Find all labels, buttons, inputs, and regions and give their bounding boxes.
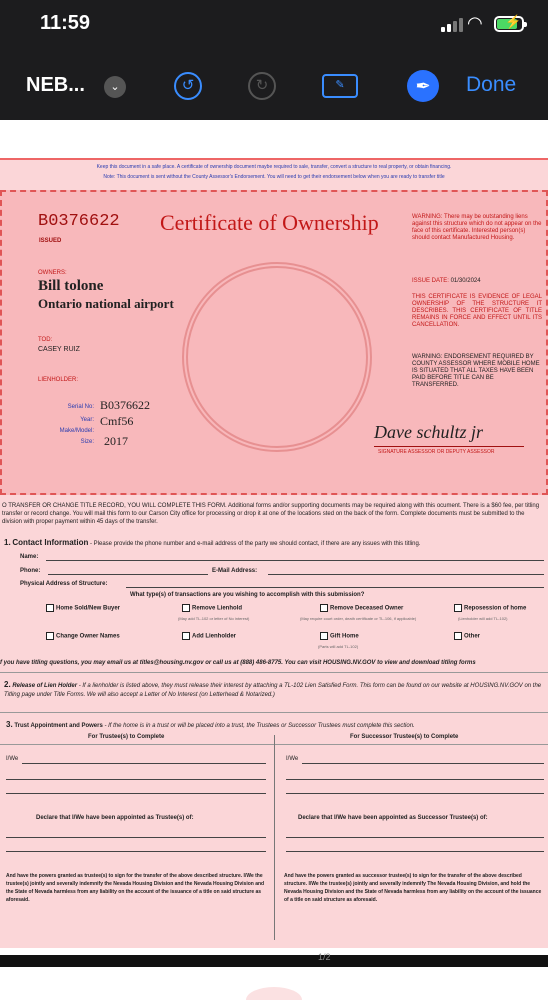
trustee-trust-line[interactable] [6,837,266,838]
page-indicator: 1/2 [318,952,331,962]
divider [0,672,548,673]
address-label: Physical Address of Structure: [20,581,108,587]
lienholder-label: LIENHOLDER: [38,377,79,383]
checkbox[interactable] [320,632,328,640]
evidence-text: THIS CERTIFICATE IS EVIDENCE OF LEGAL OWNERSHIP OF THE STRUCTURE IT DESCRIBES. THIS CERTIFICATE OF TITLE REMAINS IN FORCE AND EFFECT UNTIL ITS CANCELLATION. [412,294,542,328]
warning-endorsement: WARNING: ENDORSEMENT REQUIRED BY COUNTY ASSESSOR WHERE MOBILE HOME IS SITUATED THAT ALL TAXES HAVE BEEN PAID BEFORE TITLE CAN BE TRANSFERRED. [412,354,540,388]
section-2-number: 2. [4,680,11,689]
year-label: Year: [80,417,94,423]
option-reposession-note: (Lienholder will add TL-102) [458,616,508,621]
address-field[interactable] [126,587,544,588]
transaction-question: What type(s) of transactions are you wishing to accomplish with this submission? [130,592,365,598]
signature-label: SIGNATURE ASSESSOR OR DEPUTY ASSESSOR [378,449,495,455]
email-field[interactable] [268,574,544,575]
option-remove-lienhold-note: (May add TL-102 or letter of No interest) [178,616,250,621]
trustee-line[interactable] [6,779,266,780]
signature-icon[interactable]: ✎ [322,74,358,98]
make-model-label: Make/Model: [59,428,94,434]
option-gift-home[interactable]: Gift Home [320,632,359,640]
chevron-down-icon[interactable]: ⌄ [104,76,126,98]
option-change-owner-names[interactable]: Change Owner Names [46,632,120,640]
option-home-sold[interactable]: Home Sold/New Buyer [46,604,120,612]
wifi-icon: ◠ [467,13,483,33]
size-value: 2017 [104,434,128,448]
successor-column-header: For Successor Trustee(s) to Complete [350,734,459,740]
section-1-title: Contact Information [12,538,89,547]
transfer-instructions: O TRANSFER OR CHANGE TITLE RECORD, YOU WILL COMPLETE THIS FORM. Additional forms and/or supporting documents may be required along with this ocument. There is a $60 fee, per titling transfer or record change. You will mail this form to our Carson City office for processing or drop it at one of the locations sted on the back of the form. Complete documents must be submitted to the division with proper payment within 45 days of the transfer. [2,503,540,525]
trustee-iwe-label: I/We [6,756,19,762]
email-label: E-Mail Address: [212,568,258,574]
checkbox[interactable] [454,632,462,640]
trustee-column-header: For Trustee(s) to Complete [88,734,165,740]
undo-icon[interactable]: ↺ [174,72,202,100]
owner-name: Bill tolone [38,278,104,294]
checkbox[interactable] [182,632,190,640]
issue-date-label: ISSUE DATE: [412,278,449,284]
checkbox[interactable] [454,604,462,612]
trustee-name-field[interactable] [22,763,266,764]
certificate-panel [0,190,548,495]
status-time: 11:59 [40,12,91,34]
successor-iwe-label: I/We [286,756,299,762]
issue-date-value: 01/30/2024 [450,278,481,284]
help-text: f you have titling questions, you may email us at titles@housing.nv.gov or call us at (888) 486-8775. You can visit HOUSING.NV.GOV to view and download titling forms [0,660,476,666]
option-other[interactable]: Other [454,632,480,640]
successor-powers-text: And have the powers granted as successor trustee(s) to sign for the transfer of the above described structure. I/We the trustee(s) jointly and severally indemnify The Nevada Housing Division, and hold the Nevada Housing Division and the State of Nevada harmless from any liability on the account of the issuance of a title on said structure as aforesaid. [284,873,542,903]
section-3-desc: - If the home is in a trust or will be placed into a trust, the Trustees or Successor Trustees must complete this section. [102,723,415,729]
serial-number-top: B0376622 [38,212,120,231]
tod-value: CASEY RUIZ [38,346,80,353]
pen-icon[interactable]: ✒ [407,70,439,102]
option-remove-deceased[interactable]: Remove Deceased Owner [320,604,403,612]
state-seal-icon [182,262,372,452]
successor-trust-line[interactable] [286,851,544,852]
option-remove-lienhold[interactable]: Remove Lienhold [182,604,242,612]
banner-line-2: Note: This document is sent without the County Assessor's Endorsement. You will need to get their endorsement below when you are ready to transfer title [103,174,445,180]
warning-liens: WARNING: There may be outstanding liens against this structure which do not appear on the face of this certificate. Interested person(s) should contact Manufactured Housing. [412,214,542,241]
size-label: Size: [80,439,94,445]
document-page [0,158,548,948]
section-1-desc: - Please provide the phone number and e-mail address of the party we should contact, if there are any issues with this titling. [88,541,421,547]
banner-line-1: Keep this document in a safe place. A certificate of ownership document maybe required to sale, transfer, convert a structure to real property, or obtain financing. [96,164,452,170]
column-divider [274,735,275,940]
status-bar [0,0,548,52]
section-1-header [4,538,421,547]
declare-trustee: Declare that I/We have been appointed as Trustee(s) of: [36,815,194,821]
document-banner [0,162,548,188]
trustee-powers-text: And have the powers granted as trustee(s) to sign for the transfer of the above described structure. I/We the trustee(s) jointly and severally indemnify the Nevada Housing Division and the Nevada Housing Division and the State of Nevada harmless from any liability on the account of the issuance of a title on said structure as aforesaid. [6,873,265,903]
cellular-signal-icon [441,16,463,32]
trustee-trust-line[interactable] [6,851,266,852]
page-separator [0,955,548,967]
section-3-title: Trust Appointment and Powers [14,723,103,729]
option-gift-home-note: (Parts will add TL-102) [318,644,359,649]
successor-name-field[interactable] [302,763,544,764]
issued-label: ISSUED [39,238,62,244]
divider [0,712,548,713]
successor-line[interactable] [286,793,544,794]
section-3-number: 3. [6,720,13,729]
serial-value: B0376622 [100,398,151,412]
name-label: Name: [20,554,39,560]
battery-charging-icon: ⚡ [494,16,524,32]
serial-label: Serial No: [67,404,94,410]
assessor-signature: Dave schultz jr [374,422,483,442]
successor-trust-line[interactable] [286,837,544,838]
signature-line [374,446,524,447]
name-field[interactable] [46,560,544,561]
section-2-text: - If a lienholder is listed above, they must release their interest by attaching a TL-102 Lien Satisfied Form. This form can be found on our website at HOUSING.NV.GOV on the Titling page under Title Forms. We will also accept a Letter of No Interest (on Letterhead & Notarized.) [4,683,542,698]
issue-date [412,278,481,284]
option-remove-deceased-note: (May require court order, death certificate or TL-106, if applicable) [300,616,417,621]
checkbox[interactable] [46,604,54,612]
option-add-lienholder[interactable]: Add Lienholder [182,632,236,640]
checkbox[interactable] [320,604,328,612]
successor-line[interactable] [286,779,544,780]
section-2-title: Release of Lien Holder [12,683,78,689]
document-toolbar [0,52,548,120]
certificate-title: Certificate of Ownership [160,210,379,235]
section-1-number: 1. [4,538,11,547]
declare-successor: Declare that I/We have been appointed as Successor Trustee(s) of: [298,815,488,821]
done-button[interactable]: Done [466,73,517,96]
document-viewer[interactable] [0,120,548,955]
redo-icon[interactable]: ↻ [248,72,276,100]
section-2 [4,680,544,700]
owners-label: OWNERS: [38,270,67,276]
tod-label: TOD: [38,337,53,343]
document-title[interactable]: NEB... [26,74,85,96]
phone-label: Phone: [20,568,41,574]
phone-field[interactable] [48,574,208,575]
option-reposession[interactable]: Reposession of home [454,604,526,612]
year-value: Cmf56 [100,414,134,428]
trustee-line[interactable] [6,793,266,794]
checkbox[interactable] [182,604,190,612]
owner-address: Ontario national airport [38,296,174,311]
section-3-header [6,720,415,729]
checkbox[interactable] [46,632,54,640]
